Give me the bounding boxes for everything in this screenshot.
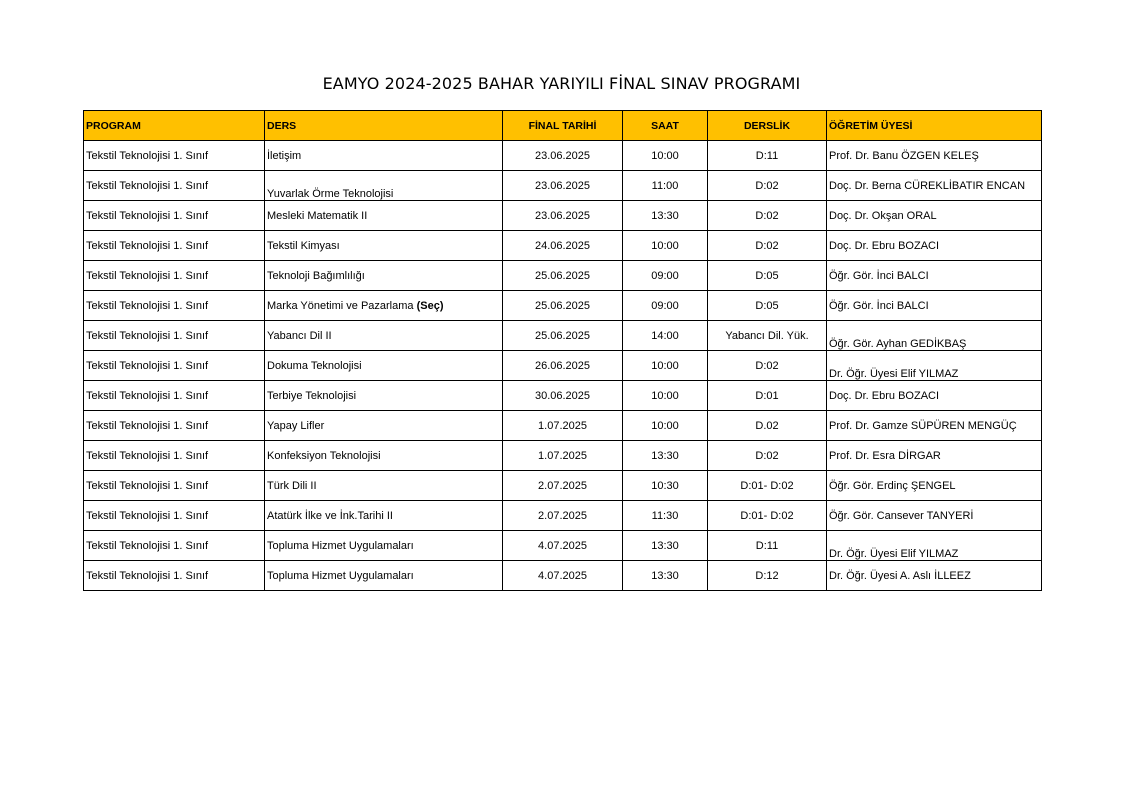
cell-ders (265, 261, 503, 291)
cell-ders (265, 291, 503, 321)
table-row (84, 411, 1042, 441)
ders-text: İletişim (267, 149, 302, 162)
ders-text: Yuvarlak Örme Teknolojisi (267, 188, 394, 200)
cell-ders (265, 231, 503, 261)
cell-tarih: 23.06.2025 (503, 201, 623, 231)
table-row (84, 561, 1042, 591)
page-title: EAMYO 2024-2025 BAHAR YARIYILI FİNAL SINAV PROGRAMI (322, 74, 801, 93)
cell-program: Tekstil Teknolojisi 1. Sınıf (84, 231, 265, 261)
cell-program: Tekstil Teknolojisi 1. Sınıf (84, 351, 265, 381)
cell-ogretim-uyesi: Doç. Dr. Okşan ORAL (827, 201, 1042, 231)
header-derslik: DERSLİK (708, 111, 827, 141)
cell-ogretim-uyesi: Öğr. Gör. Erdinç ŞENGEL (827, 471, 1042, 501)
table-row (84, 351, 1042, 381)
table-row (84, 141, 1042, 171)
table-row (84, 321, 1042, 351)
cell-ders (265, 501, 503, 531)
cell-program: Tekstil Teknolojisi 1. Sınıf (84, 381, 265, 411)
cell-program: Tekstil Teknolojisi 1. Sınıf (84, 561, 265, 591)
ders-text: Yapay Lifler (267, 419, 325, 432)
ders-text: Marka Yönetimi ve Pazarlama (267, 299, 417, 312)
table-row (84, 201, 1042, 231)
ders-text: Mesleki Matematik II (267, 209, 368, 222)
cell-tarih: 24.06.2025 (503, 231, 623, 261)
header-saat: SAAT (623, 111, 708, 141)
cell-tarih: 4.07.2025 (503, 561, 623, 591)
cell-tarih: 30.06.2025 (503, 381, 623, 411)
cell-ogretim-uyesi: Dr. Öğr. Üyesi Elif YILMAZ (827, 351, 1042, 381)
cell-derslik: D:02 (708, 201, 827, 231)
cell-program: Tekstil Teknolojisi 1. Sınıf (84, 291, 265, 321)
cell-saat: 11:30 (623, 501, 708, 531)
cell-program: Tekstil Teknolojisi 1. Sınıf (84, 411, 265, 441)
cell-ders (265, 381, 503, 411)
cell-ogretim-uyesi: Prof. Dr. Esra DİRGAR (827, 441, 1042, 471)
cell-saat: 13:30 (623, 561, 708, 591)
cell-ders (265, 471, 503, 501)
cell-ders (265, 411, 503, 441)
cell-tarih: 25.06.2025 (503, 291, 623, 321)
cell-saat: 09:00 (623, 291, 708, 321)
cell-saat: 10:30 (623, 471, 708, 501)
table-row (84, 381, 1042, 411)
cell-derslik: D:11 (708, 141, 827, 171)
cell-program: Tekstil Teknolojisi 1. Sınıf (84, 321, 265, 351)
cell-saat: 10:00 (623, 381, 708, 411)
table-header-row (84, 111, 1042, 141)
cell-program: Tekstil Teknolojisi 1. Sınıf (84, 171, 265, 201)
cell-tarih: 23.06.2025 (503, 141, 623, 171)
cell-tarih: 2.07.2025 (503, 471, 623, 501)
ders-text: Konfeksiyon Teknolojisi (267, 449, 381, 462)
elective-tag: (Seç) (416, 299, 444, 312)
cell-tarih: 25.06.2025 (503, 321, 623, 351)
cell-derslik: Yabancı Dil. Yük. (708, 321, 827, 351)
cell-saat: 09:00 (623, 261, 708, 291)
ders-text: Topluma Hizmet Uygulamaları (267, 569, 414, 582)
table-row (84, 261, 1042, 291)
cell-ders (265, 351, 503, 381)
cell-ogretim-uyesi: Doç. Dr. Ebru BOZACI (827, 381, 1042, 411)
cell-derslik: D:05 (708, 291, 827, 321)
cell-ders (265, 561, 503, 591)
cell-ogretim-uyesi: Doç. Dr. Ebru BOZACI (827, 231, 1042, 261)
cell-ogretim-uyesi: Öğr. Gör. Cansever TANYERİ (827, 501, 1042, 531)
table-row (84, 471, 1042, 501)
ders-text: Topluma Hizmet Uygulamaları (267, 539, 414, 552)
cell-ogretim-uyesi: Doç. Dr. Berna CÜREKLİBATIR ENCAN (827, 171, 1042, 201)
cell-program: Tekstil Teknolojisi 1. Sınıf (84, 201, 265, 231)
table-row (84, 441, 1042, 471)
cell-derslik: D.02 (708, 411, 827, 441)
cell-saat: 13:30 (623, 201, 708, 231)
table-row (84, 291, 1042, 321)
cell-program: Tekstil Teknolojisi 1. Sınıf (84, 261, 265, 291)
cell-tarih: 4.07.2025 (503, 531, 623, 561)
cell-derslik: D:02 (708, 231, 827, 261)
header-ders: DERS (265, 111, 503, 141)
table-body (84, 141, 1042, 591)
ders-text: Türk Dili II (267, 479, 317, 492)
cell-ders (265, 321, 503, 351)
cell-ogretim-uyesi: Dr. Öğr. Üyesi A. Aslı İLLEEZ (827, 561, 1042, 591)
cell-saat: 10:00 (623, 411, 708, 441)
cell-derslik: D:02 (708, 351, 827, 381)
ders-text: Dokuma Teknolojisi (267, 359, 362, 372)
cell-derslik: D:11 (708, 531, 827, 561)
header-program: PROGRAM (84, 111, 265, 141)
cell-tarih: 25.06.2025 (503, 261, 623, 291)
cell-ogretim-uyesi: Prof. Dr. Gamze SÜPÜREN MENGÜÇ (827, 411, 1042, 441)
table-row (84, 531, 1042, 561)
cell-ogretim-uyesi: Prof. Dr. Banu ÖZGEN KELEŞ (827, 141, 1042, 171)
cell-ders (265, 441, 503, 471)
cell-saat: 10:00 (623, 141, 708, 171)
cell-saat: 13:30 (623, 441, 708, 471)
cell-program: Tekstil Teknolojisi 1. Sınıf (84, 531, 265, 561)
cell-tarih: 23.06.2025 (503, 171, 623, 201)
cell-derslik: D:02 (708, 171, 827, 201)
cell-program: Tekstil Teknolojisi 1. Sınıf (84, 141, 265, 171)
cell-tarih: 1.07.2025 (503, 411, 623, 441)
cell-ogretim-uyesi: Öğr. Gör. İnci BALCI (827, 291, 1042, 321)
ders-text: Atatürk İlke ve İnk.Tarihi II (267, 509, 393, 522)
cell-saat: 13:30 (623, 531, 708, 561)
cell-tarih: 26.06.2025 (503, 351, 623, 381)
cell-ders (265, 171, 503, 201)
cell-ogretim-uyesi: Dr. Öğr. Üyesi Elif YILMAZ (827, 531, 1042, 561)
header-ogretim-uyesi: ÖĞRETİM ÜYESİ (827, 111, 1042, 141)
cell-derslik: D:05 (708, 261, 827, 291)
cell-ders (265, 531, 503, 561)
exam-schedule-table (83, 110, 1042, 591)
cell-derslik: D:02 (708, 441, 827, 471)
cell-derslik: D:01- D:02 (708, 501, 827, 531)
cell-saat: 11:00 (623, 171, 708, 201)
ders-text: Yabancı Dil II (267, 329, 332, 342)
cell-tarih: 1.07.2025 (503, 441, 623, 471)
cell-ogretim-uyesi: Öğr. Gör. Ayhan GEDİKBAŞ (827, 321, 1042, 351)
cell-saat: 14:00 (623, 321, 708, 351)
ders-text: Terbiye Teknolojisi (267, 389, 357, 402)
cell-derslik: D:01- D:02 (708, 471, 827, 501)
cell-ders (265, 141, 503, 171)
cell-program: Tekstil Teknolojisi 1. Sınıf (84, 471, 265, 501)
cell-derslik: D:12 (708, 561, 827, 591)
ders-text: Tekstil Kimyası (267, 239, 340, 252)
cell-program: Tekstil Teknolojisi 1. Sınıf (84, 501, 265, 531)
cell-program: Tekstil Teknolojisi 1. Sınıf (84, 441, 265, 471)
cell-ders (265, 201, 503, 231)
table-row (84, 231, 1042, 261)
cell-ogretim-uyesi: Öğr. Gör. İnci BALCI (827, 261, 1042, 291)
cell-saat: 10:00 (623, 351, 708, 381)
table-row (84, 171, 1042, 201)
cell-tarih: 2.07.2025 (503, 501, 623, 531)
cell-saat: 10:00 (623, 231, 708, 261)
header-final-tarihi: FİNAL TARİHİ (503, 111, 623, 141)
ders-text: Teknoloji Bağımlılığı (267, 269, 365, 282)
table-row (84, 501, 1042, 531)
cell-derslik: D:01 (708, 381, 827, 411)
